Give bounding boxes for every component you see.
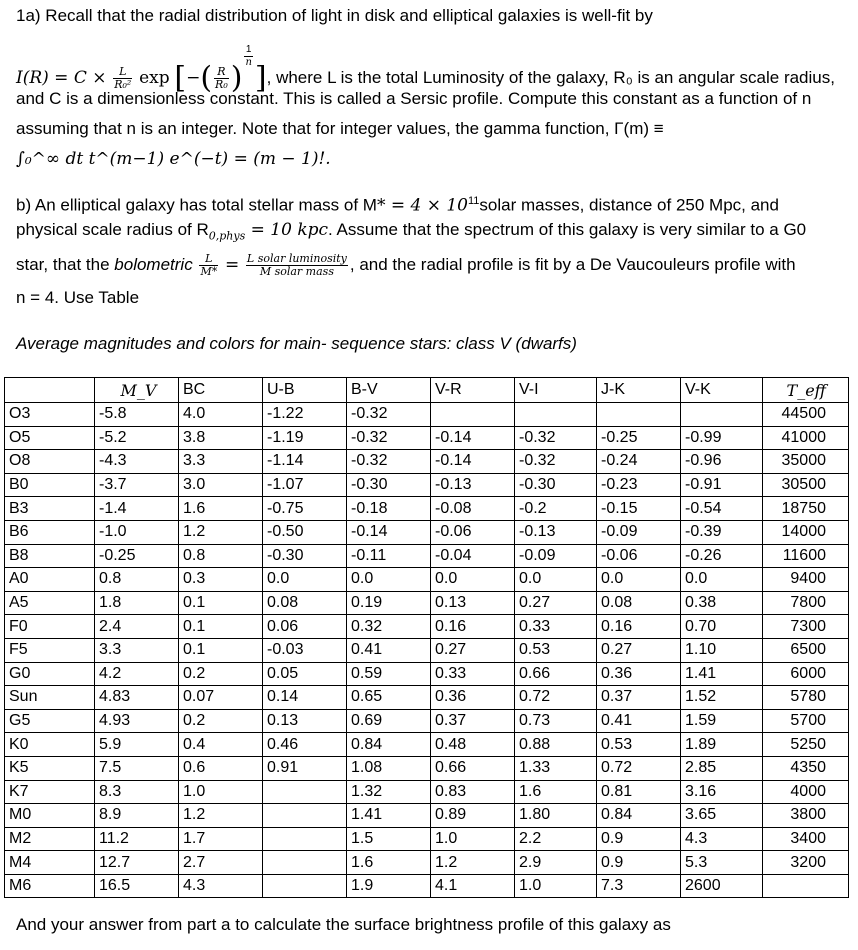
table-cell: 0.66 <box>431 756 515 780</box>
table-cell: -0.06 <box>431 520 515 544</box>
table-cell: 0.84 <box>347 733 431 757</box>
table-cell: O3 <box>5 403 95 427</box>
table-cell: B6 <box>5 520 95 544</box>
table-cell: 8.3 <box>95 780 179 804</box>
table-cell: 0.0 <box>431 568 515 592</box>
table-cell: 0.14 <box>263 686 347 710</box>
part-a-line-2-rest: , where L is the total Luminosity of the galaxy, R₀ is an angular scale radius, <box>266 68 835 87</box>
table-cell: 4.3 <box>681 827 763 851</box>
table-cell: 14000 <box>763 520 849 544</box>
table-cell: 0.1 <box>179 638 263 662</box>
table-cell: 16.5 <box>95 874 179 898</box>
table-row <box>5 473 849 497</box>
table-header-2: BC <box>179 378 263 403</box>
table-cell: 4.3 <box>179 874 263 898</box>
table-cell: 0.70 <box>681 615 763 639</box>
table-cell: 0.36 <box>431 686 515 710</box>
table-cell: A5 <box>5 591 95 615</box>
table-header-7: J-K <box>597 378 681 403</box>
table-row <box>5 520 849 544</box>
table-row <box>5 827 849 851</box>
table-header-6: V-I <box>515 378 597 403</box>
table-cell: 3400 <box>763 827 849 851</box>
table-cell: 1.0 <box>431 827 515 851</box>
table-cell: 1.9 <box>347 874 431 898</box>
part-b-line-3: star, that the bolometric $\frac{L}{M*}$ = $\frac{\text{L solar luminosity}}{\text{M solar mass}}$ , and the radial profile is fit by a De Vaucouleurs profile with <box>16 252 796 278</box>
table-cell: 0.33 <box>515 615 597 639</box>
table-cell: 1.2 <box>431 851 515 875</box>
table-cell: 1.33 <box>515 756 597 780</box>
table-cell: -5.2 <box>95 426 179 450</box>
solar-lum-over-mass-fraction: $\frac{\text{L solar luminosity}}{\text{M solar mass}}$ <box>246 252 347 278</box>
table-cell: 0.65 <box>347 686 431 710</box>
table-cell: 1.52 <box>681 686 763 710</box>
table-cell: 1.0 <box>179 780 263 804</box>
table-cell: 0.32 <box>347 615 431 639</box>
table-cell: 0.27 <box>515 591 597 615</box>
table-header-1: M_V <box>95 378 179 403</box>
table-cell: -0.30 <box>515 473 597 497</box>
footer-text: And your answer from part a to calculate the surface brightness profile of this galaxy as <box>16 915 671 934</box>
table-cell <box>597 403 681 427</box>
table-cell: 0.89 <box>431 804 515 828</box>
table-cell: -0.32 <box>515 450 597 474</box>
table-cell: 0.66 <box>515 662 597 686</box>
table-cell: 30500 <box>763 473 849 497</box>
table-cell: G5 <box>5 709 95 733</box>
table-cell: -0.13 <box>431 473 515 497</box>
table-cell: 0.16 <box>431 615 515 639</box>
table-cell: 0.0 <box>597 568 681 592</box>
table-cell: 0.06 <box>263 615 347 639</box>
table-cell: 5780 <box>763 686 849 710</box>
table-row <box>5 568 849 592</box>
part-b-line-4: n = 4. Use Table <box>16 288 140 307</box>
table-cell: -1.14 <box>263 450 347 474</box>
table-cell: 0.37 <box>597 686 681 710</box>
table-cell: 4000 <box>763 780 849 804</box>
table-cell: 0.41 <box>347 638 431 662</box>
table-cell: 0.36 <box>597 662 681 686</box>
table-cell: 4.1 <box>431 874 515 898</box>
table-cell: 0.27 <box>431 638 515 662</box>
table-cell: -1.19 <box>263 426 347 450</box>
table-cell: M6 <box>5 874 95 898</box>
table-cell: 0.84 <box>597 804 681 828</box>
table-cell: -0.14 <box>431 426 515 450</box>
table-cell: 0.53 <box>515 638 597 662</box>
table-cell: 0.1 <box>179 615 263 639</box>
table-cell: 4.2 <box>95 662 179 686</box>
table-cell: -3.7 <box>95 473 179 497</box>
formula-power: $\frac{1}{n}$ <box>245 44 252 68</box>
table-cell <box>431 403 515 427</box>
table-header-4: B-V <box>347 378 431 403</box>
table-cell: 2.2 <box>515 827 597 851</box>
table-cell: 1.32 <box>347 780 431 804</box>
table-cell: 2600 <box>681 874 763 898</box>
table-cell: -0.99 <box>681 426 763 450</box>
table-cell: 1.7 <box>179 827 263 851</box>
table-cell: 0.2 <box>179 662 263 686</box>
table-cell: -0.24 <box>597 450 681 474</box>
table-cell: 1.5 <box>347 827 431 851</box>
table-cell: 3.8 <box>179 426 263 450</box>
table-cell: 7300 <box>763 615 849 639</box>
table-cell: 18750 <box>763 497 849 521</box>
table-cell: 3.3 <box>95 638 179 662</box>
table-cell: 0.38 <box>681 591 763 615</box>
table-row <box>5 686 849 710</box>
table-cell: 0.13 <box>431 591 515 615</box>
table-cell: 0.83 <box>431 780 515 804</box>
table-cell: 0.19 <box>347 591 431 615</box>
table-cell: A0 <box>5 568 95 592</box>
table-cell: 1.2 <box>179 520 263 544</box>
table-cell <box>515 403 597 427</box>
table-cell: 44500 <box>763 403 849 427</box>
table-cell: -0.32 <box>347 426 431 450</box>
table-cell: 0.46 <box>263 733 347 757</box>
table-cell: M0 <box>5 804 95 828</box>
table-cell: 7.3 <box>597 874 681 898</box>
table-cell: 0.59 <box>347 662 431 686</box>
table-cell: 3200 <box>763 851 849 875</box>
table-cell: 3800 <box>763 804 849 828</box>
formula-l-over-r0sq: $\frac{L}{\text{R₀²}}$ <box>114 65 132 92</box>
table-cell: 1.6 <box>347 851 431 875</box>
table-cell: 2.4 <box>95 615 179 639</box>
table-cell: F0 <box>5 615 95 639</box>
table-cell: 1.8 <box>95 591 179 615</box>
table-cell: 3.16 <box>681 780 763 804</box>
table-row <box>5 591 849 615</box>
table-cell: 11600 <box>763 544 849 568</box>
table-cell: 0.41 <box>597 709 681 733</box>
table-cell: O8 <box>5 450 95 474</box>
table-cell: -0.54 <box>681 497 763 521</box>
table-cell: 0.08 <box>263 591 347 615</box>
table-cell: 0.91 <box>263 756 347 780</box>
table-cell: -0.32 <box>347 403 431 427</box>
table-row <box>5 733 849 757</box>
table-cell: 0.16 <box>597 615 681 639</box>
table-cell: 1.2 <box>179 804 263 828</box>
table-row <box>5 804 849 828</box>
table-cell: 4.83 <box>95 686 179 710</box>
table-cell: 9400 <box>763 568 849 592</box>
table-row <box>5 709 849 733</box>
table-cell: 5250 <box>763 733 849 757</box>
table-cell: 3.3 <box>179 450 263 474</box>
table-cell: 1.80 <box>515 804 597 828</box>
table-cell: 0.48 <box>431 733 515 757</box>
table-cell: Sun <box>5 686 95 710</box>
table-cell: 1.59 <box>681 709 763 733</box>
table-cell: K5 <box>5 756 95 780</box>
table-cell: 2.9 <box>515 851 597 875</box>
table-cell: -1.07 <box>263 473 347 497</box>
table-header-9: T_eff <box>763 378 849 403</box>
table-cell: 0.9 <box>597 851 681 875</box>
table-cell: 4350 <box>763 756 849 780</box>
part-a-line-1: 1a) Recall that the radial distribution of light in disk and elliptical galaxies is well-fit by <box>16 6 653 25</box>
table-cell: B0 <box>5 473 95 497</box>
table-cell: 2.85 <box>681 756 763 780</box>
part-a-line-4: assuming that n is an integer. Note that for integer values, the gamma function, Γ(m) ≡ <box>16 119 664 138</box>
table-cell: 0.0 <box>263 568 347 592</box>
table-cell: -0.91 <box>681 473 763 497</box>
table-row <box>5 426 849 450</box>
table-row <box>5 497 849 521</box>
table-cell: -0.23 <box>597 473 681 497</box>
table-cell: 0.2 <box>179 709 263 733</box>
table-row <box>5 662 849 686</box>
table-cell: -0.09 <box>597 520 681 544</box>
table-cell: 5700 <box>763 709 849 733</box>
table-cell: 1.41 <box>681 662 763 686</box>
table-cell: -0.2 <box>515 497 597 521</box>
table-row <box>5 403 849 427</box>
table-cell: -0.18 <box>347 497 431 521</box>
table-cell: M2 <box>5 827 95 851</box>
table-cell: 5.3 <box>681 851 763 875</box>
table-cell: 0.3 <box>179 568 263 592</box>
table-cell <box>763 874 849 898</box>
table-row <box>5 780 849 804</box>
table-cell <box>263 827 347 851</box>
table-cell <box>263 851 347 875</box>
table-cell: -1.22 <box>263 403 347 427</box>
table-cell: 0.73 <box>515 709 597 733</box>
table-row <box>5 638 849 662</box>
table-cell: -0.13 <box>515 520 597 544</box>
table-cell: -0.25 <box>95 544 179 568</box>
table-cell <box>263 874 347 898</box>
table-cell: B3 <box>5 497 95 521</box>
table-row <box>5 544 849 568</box>
table-cell: 3.0 <box>179 473 263 497</box>
table-cell: -0.03 <box>263 638 347 662</box>
table-cell: B8 <box>5 544 95 568</box>
table-cell: K0 <box>5 733 95 757</box>
table-cell: 0.9 <box>597 827 681 851</box>
table-cell: 6000 <box>763 662 849 686</box>
l-over-m-fraction: $\frac{L}{M*}$ <box>200 252 218 278</box>
table-cell: 0.1 <box>179 591 263 615</box>
table-cell: 4.93 <box>95 709 179 733</box>
table-cell: -0.32 <box>347 450 431 474</box>
table-cell: -1.4 <box>95 497 179 521</box>
table-cell: 1.08 <box>347 756 431 780</box>
table-row <box>5 450 849 474</box>
table-cell: 0.8 <box>95 568 179 592</box>
table-cell: -0.11 <box>347 544 431 568</box>
table-cell: 7800 <box>763 591 849 615</box>
table-cell: 4.0 <box>179 403 263 427</box>
table-cell: 0.0 <box>515 568 597 592</box>
table-header-5: V-R <box>431 378 515 403</box>
table-caption: Average magnitudes and colors for main- sequence stars: class V (dwarfs) <box>16 334 577 353</box>
table-cell: -4.3 <box>95 450 179 474</box>
table-cell: 0.27 <box>597 638 681 662</box>
table-cell: -0.50 <box>263 520 347 544</box>
table-cell: 0.72 <box>597 756 681 780</box>
table-cell: 0.8 <box>179 544 263 568</box>
table-cell: 6500 <box>763 638 849 662</box>
table-cell: 0.53 <box>597 733 681 757</box>
table-cell: 35000 <box>763 450 849 474</box>
table-cell: 0.81 <box>597 780 681 804</box>
table-cell: O5 <box>5 426 95 450</box>
table-cell: -0.39 <box>681 520 763 544</box>
table-cell: 0.07 <box>179 686 263 710</box>
table-cell: -0.25 <box>597 426 681 450</box>
table-cell <box>263 804 347 828</box>
table-cell: 1.89 <box>681 733 763 757</box>
table-cell: 5.9 <box>95 733 179 757</box>
table-cell: 0.0 <box>681 568 763 592</box>
table-cell: -0.26 <box>681 544 763 568</box>
table-row <box>5 874 849 898</box>
table-cell: -0.96 <box>681 450 763 474</box>
table-cell: G0 <box>5 662 95 686</box>
table-cell: 3.65 <box>681 804 763 828</box>
table-cell: -0.09 <box>515 544 597 568</box>
table-cell: 0.08 <box>597 591 681 615</box>
table-cell: 11.2 <box>95 827 179 851</box>
table-cell: 0.37 <box>431 709 515 733</box>
formula-r-over-r0: $\frac{R}{\text{R₀}}$ <box>215 65 228 92</box>
formula-lhs: I(R) = C × <box>16 68 107 88</box>
part-a-formula-line: I(R) = C × $\frac{L}{\text{R₀²}}$ exp [−( $\frac{R}{\text{R₀}}$ ) $\frac{1}{n}$ ], where L is the total Luminosity of the galaxy, R₀ is an angular scale radius, <box>16 44 835 96</box>
table-cell: 0.13 <box>263 709 347 733</box>
table-cell: 0.88 <box>515 733 597 757</box>
part-a-line-3: and C is a dimensionless constant. This is called a Sersic profile. Compute this constant as a function of n <box>16 89 812 108</box>
table-cell: -5.8 <box>95 403 179 427</box>
part-a-line-5: ∫₀^∞ dt t^(m−1) e^(−t) = (m − 1)!. <box>16 149 331 169</box>
table-cell <box>263 780 347 804</box>
table-cell: 1.41 <box>347 804 431 828</box>
table-cell: 0.4 <box>179 733 263 757</box>
table-cell: 7.5 <box>95 756 179 780</box>
table-cell: 12.7 <box>95 851 179 875</box>
table-cell: -0.04 <box>431 544 515 568</box>
table-cell: 1.6 <box>179 497 263 521</box>
table-cell: -1.0 <box>95 520 179 544</box>
table-cell: F5 <box>5 638 95 662</box>
table-cell: -0.08 <box>431 497 515 521</box>
table-cell: 0.33 <box>431 662 515 686</box>
table-cell: 0.0 <box>347 568 431 592</box>
table-header-0 <box>5 378 95 403</box>
table-cell: -0.14 <box>431 450 515 474</box>
table-cell: 0.05 <box>263 662 347 686</box>
table-cell: 1.10 <box>681 638 763 662</box>
table-cell: K7 <box>5 780 95 804</box>
table-cell: 8.9 <box>95 804 179 828</box>
table-cell: -0.30 <box>263 544 347 568</box>
formula-exp: exp <box>139 68 170 88</box>
table-header-8: V-K <box>681 378 763 403</box>
stellar-magnitudes-table <box>4 377 849 898</box>
table-cell: -0.32 <box>515 426 597 450</box>
table-cell: 0.69 <box>347 709 431 733</box>
table-cell: -0.75 <box>263 497 347 521</box>
table-row <box>5 615 849 639</box>
table-cell: -0.15 <box>597 497 681 521</box>
table-cell: 41000 <box>763 426 849 450</box>
part-b-line-2: physical scale radius of $R_{0,phys} = 10$ kpc. Assume that the spectrum of this galaxy is very similar to a G0 <box>16 220 807 243</box>
table-cell: 0.72 <box>515 686 597 710</box>
table-header-3: U-B <box>263 378 347 403</box>
table-cell: 0.6 <box>179 756 263 780</box>
table-cell: -0.14 <box>347 520 431 544</box>
part-b-line-1: b) An elliptical galaxy has total stellar mass of $M* = 4 \times 10^{11}solar$ masses, distance of 250 Mpc, and <box>16 195 779 216</box>
table-cell: -0.30 <box>347 473 431 497</box>
table-cell: 1.0 <box>515 874 597 898</box>
table-cell: 1.6 <box>515 780 597 804</box>
table-row <box>5 756 849 780</box>
table-cell <box>681 403 763 427</box>
table-cell: -0.06 <box>597 544 681 568</box>
table-cell: M4 <box>5 851 95 875</box>
table-row <box>5 851 849 875</box>
table-cell: 2.7 <box>179 851 263 875</box>
